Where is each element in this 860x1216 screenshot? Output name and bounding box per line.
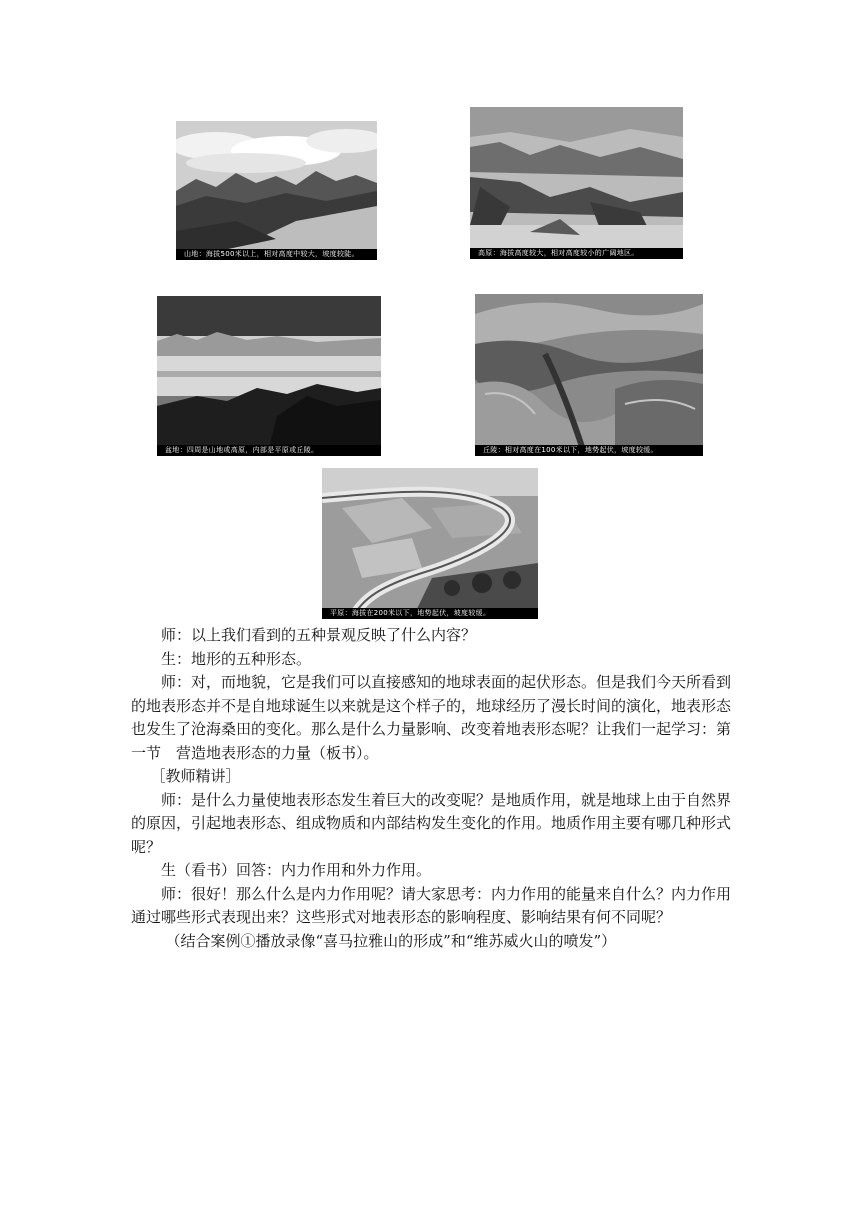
paragraph: 师：对，而地貌，它是我们可以直接感知的地球表面的起伏形态。但是我们今天所看到的地表形态并不是自地球诞生以来就是这个样子的，地球经历了漫长时间的演化，地表形态也发生了沧海桑田的变化。那么是什么力量影响、改变着地表形态呢？让我们一起学习：第一节 营造地表形态的力量（板书）。	[131, 673, 732, 762]
paragraph: 师：很好！那么什么是内力作用呢？请大家思考：内力作用的能量来自什么？内力作用通过哪些形式表现出来？这些形式对地表形态的影响程度、影响结果有何不同呢？	[131, 884, 732, 926]
paragraph: 生：地形的五种形态。	[161, 649, 312, 668]
mountain-photo	[176, 121, 377, 260]
photo-caption: 山地：海拔500米以上，相对高度中较大，坡度较陡。	[176, 249, 377, 260]
photo-caption: 高原：海拔高度较大，相对高度较小的广阔地区。	[470, 248, 683, 259]
paragraph: 生（看书）回答：内力作用和外力作用。	[161, 861, 432, 879]
photo-caption: 盆地：四周是山地或高原，内部是平原或丘陵。	[157, 445, 381, 456]
basin-landscape-image	[157, 296, 381, 456]
plain-photo	[322, 468, 538, 619]
photo-caption: 平原：海拔在200米以下，地势起伏，坡度较缓。	[322, 608, 538, 619]
hills-photo	[475, 294, 703, 456]
section-heading: ［教师精讲］	[150, 767, 241, 785]
plateau-photo	[470, 107, 683, 259]
paragraph: 师：是什么力量使地表形态发生着巨大的改变呢？是地质作用，就是地球上由于自然界的原因，引起地表形态、组成物质和内部结构发生变化的作用。地质作用主要有哪几种形式呢？	[131, 790, 732, 856]
lesson-text	[131, 624, 731, 953]
paragraph: 师：以上我们看到的五种景观反映了什么内容？	[161, 626, 477, 644]
photo-caption: 丘陵：相对高度在100米以下，地势起伏，坡度较缓。	[475, 445, 703, 456]
hills-landscape-image	[475, 294, 703, 456]
paragraph: （结合案例①播放录像“喜马拉雅山的形成”和“维苏威火山的喷发”）	[165, 931, 617, 950]
plain-landscape-image	[322, 468, 538, 619]
mountain-landscape-image	[176, 121, 377, 260]
plateau-landscape-image	[470, 107, 683, 259]
basin-photo	[157, 296, 381, 456]
